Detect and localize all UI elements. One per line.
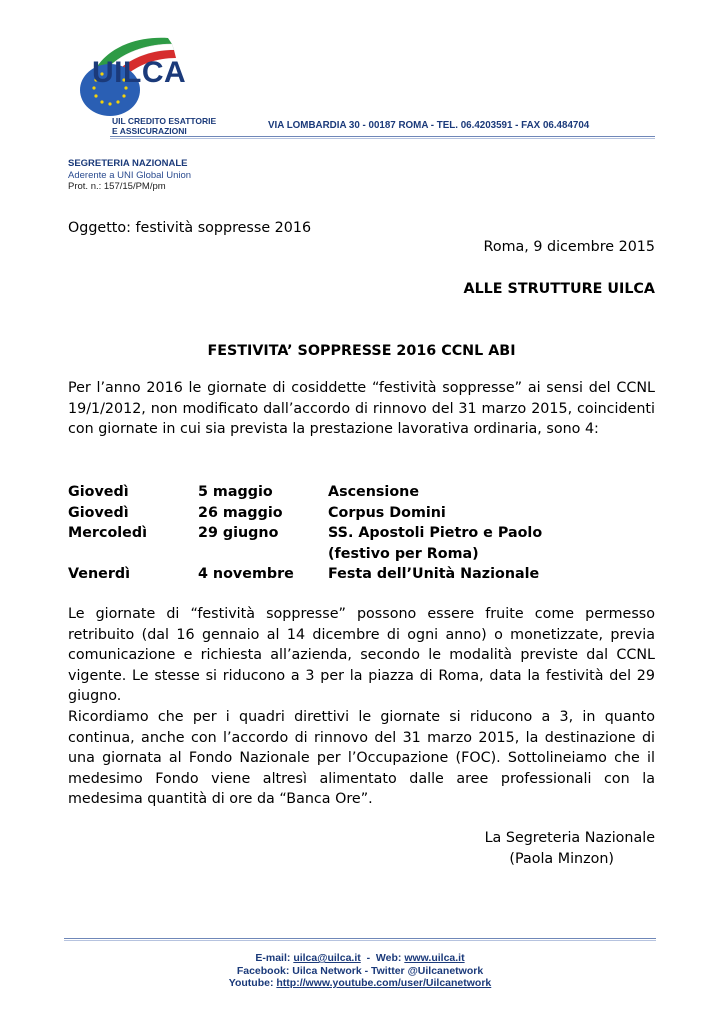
holiday-weekday: Venerdì [68, 566, 131, 582]
footer-contacts [64, 952, 656, 990]
sender-block [68, 158, 191, 193]
email-label: E-mail: [255, 952, 294, 964]
holiday-name: Ascensione [328, 484, 420, 500]
web-label: - Web: [360, 952, 405, 964]
holiday-name: Corpus Domini [328, 504, 446, 521]
sender-office: SEGRETERIA NAZIONALE [68, 158, 188, 169]
logo-subtitle-line1: UIL CREDITO ESATTORIE [112, 116, 217, 126]
intro-paragraph: Per l’anno 2016 le giornate di cosiddette “festività soppresse” ai sensi del CCNL 19/1/2012, non modificato dall’accordo di rinnovo del 31 marzo 2015, coincidenti con giornate in cui sia prevista la prestazione lavorativa ordinaria, sono 4: [68, 380, 655, 437]
holiday-name: (festivo per Roma) [328, 545, 479, 562]
header-divider [110, 136, 655, 137]
body-paragraph-2: Ricordiamo che per i quadri direttivi le giornate si riducono a 3, in quanto continua, anche con l’accordo di rinnovo del 31 marzo 2015, la destinazione di una giornata al Fondo Nazionale per l’Occupazione (FOC). Sottolineiamo che il medesimo Fondo viene altresì alimentato dalle aree professionali con la medesima quantità di ore da “Banca Ore”. [68, 709, 655, 807]
youtube-label: Youtube: [228, 977, 277, 989]
holiday-name: SS. Apostoli Pietro e Paolo [328, 525, 543, 541]
logo-subtitle-line2: E ASSICURAZIONI [112, 126, 187, 136]
holiday-weekday: Giovedì [68, 484, 129, 500]
footer-divider-light [64, 940, 656, 941]
signature-office: La Segreteria Nazionale [484, 830, 655, 846]
footer-divider [64, 938, 656, 939]
email-link[interactable]: uilca@uilca.it [293, 952, 361, 964]
signature-name: (Paola Minzon) [509, 851, 614, 867]
header-address: VIA LOMBARDIA 30 - 00187 ROMA - TEL. 06.4203591 - FAX 06.484704 [268, 120, 590, 131]
holiday-date: 29 giugno [198, 525, 279, 541]
holiday-name: Festa dell’Unità Nazionale [328, 566, 540, 582]
website-link[interactable]: www.uilca.it [404, 952, 465, 964]
protocol-number: Prot. n.: 157/15/PM/pm [68, 181, 166, 192]
logo-subtitle [112, 116, 232, 136]
social-line: Facebook: Uilca Network - Twitter @Uilcanetwork [236, 964, 484, 977]
letter-title: FESTIVITA’ SOPPRESSE 2016 CCNL ABI [207, 343, 516, 359]
letter-date: Roma, 9 dicembre 2015 [483, 239, 655, 255]
logo-wordmark: UILCA [92, 56, 187, 89]
body-paragraph-1: Le giornate di “festività soppresse” possono essere fruite come permesso retribuito (dal 16 gennaio al 14 dicembre di ogni anno) o monetizzate, previa comunicazione e richiesta all’azienda, secondo le modalità previste dal CCNL vigente. Le stesse si riducono a 3 per la piazza di Roma, data la festività del 29 giugno. [68, 606, 655, 704]
holiday-weekday: Mercoledì [68, 525, 148, 541]
subject-line: Oggetto: festività soppresse 2016 [68, 220, 312, 236]
holiday-date: 26 maggio [198, 504, 283, 521]
footer-line-1 [64, 952, 656, 965]
holiday-date: 4 novembre [198, 566, 294, 582]
header-divider-light [110, 138, 655, 139]
holiday-date: 5 maggio [198, 484, 273, 500]
youtube-link[interactable]: http://www.youtube.com/user/Uilcanetwork [276, 977, 492, 989]
holiday-weekday: Giovedì [68, 504, 129, 521]
recipients: ALLE STRUTTURE UILCA [463, 281, 655, 297]
sender-affiliation: Aderente a UNI Global Union [68, 169, 192, 181]
footer-line-3 [64, 977, 656, 990]
